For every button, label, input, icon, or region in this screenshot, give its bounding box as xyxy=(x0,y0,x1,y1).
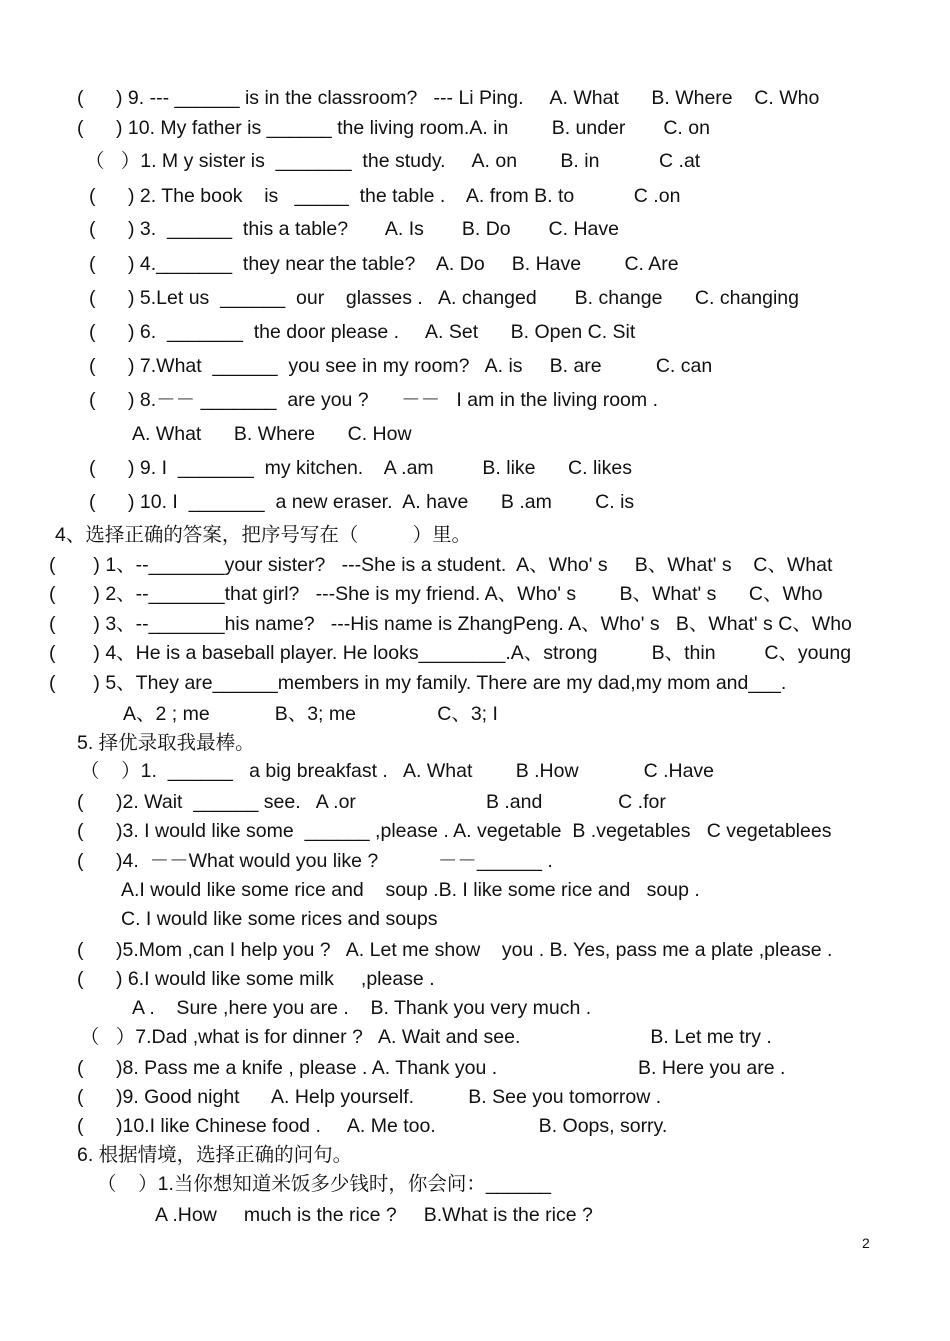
page-number: 2 xyxy=(862,1235,870,1251)
answer-options: C. I would like some rices and soups xyxy=(121,908,438,930)
answer-options: A. What B. Where C. How xyxy=(132,423,412,445)
question-line: ( )3. I would like some ______ ,please . A. vegetable B .vegetables C vegetablees xyxy=(77,820,832,842)
question-line: ( ) 3. ______ this a table? A. Is B. Do C. Have xyxy=(89,218,619,240)
question-line: ( )5.Mom ,can I help you ? A. Let me show you . B. Yes, pass me a plate ,please . xyxy=(77,939,833,961)
question-line: ( ) 10. I _______ a new eraser. A. have B .am C. is xyxy=(89,491,635,513)
question-line: ( ) 7.What ______ you see in my room? A. is B. are C. can xyxy=(89,355,713,377)
question-line: ( ) 4._______ they near the table? A. Do B. Have C. Are xyxy=(89,253,679,275)
question-line: （ ）7.Dad ,what is for dinner ? A. Wait and see. B. Let me try . xyxy=(80,1026,772,1048)
question-line: ( ) 6.I would like some milk ,please . xyxy=(77,968,435,990)
question-line: ( ) 4、He is a baseball player. He looks________.A、strong B、thin C、young xyxy=(49,642,852,664)
question-line: ( )8. Pass me a knife , please . A. Thank you . B. Here you are . xyxy=(77,1057,786,1079)
question-line: （ ）1. M y sister is _______ the study. A. on B. in C .at xyxy=(85,150,701,172)
question-line: ( ) 8.－－ _______ are you ? －－ I am in the living room . xyxy=(89,389,658,411)
section-heading: 4、选择正确的答案，把序号写在（ ）里。 xyxy=(55,524,472,546)
question-line: ( ) 9. --- ______ is in the classroom? --- Li Ping. A. What B. Where C. Who xyxy=(77,87,820,109)
answer-options: A.I would like some rice and soup .B. I like some rice and soup . xyxy=(121,879,700,901)
section-heading: 6. 根据情境，选择正确的问句。 xyxy=(77,1144,353,1166)
question-line: （ ）1.当你想知道米饭多少钱时，你会问：______ xyxy=(97,1173,552,1195)
question-line: ( ) 1、--_______your sister? ---She is a student. A、Who' s B、What' s C、What xyxy=(49,554,833,576)
question-line: ( )2. Wait ______ see. A .or B .and C .for xyxy=(77,791,666,813)
question-line: ( ) 2、--_______that girl? ---She is my friend. A、Who' s B、What' s C、Who xyxy=(49,583,823,605)
question-line: ( ) 5.Let us ______ our glasses . A. changed B. change C. changing xyxy=(89,287,799,309)
question-line: ( ) 3、--_______his name? ---His name is ZhangPeng. A、Who' s B、What' s C、Who xyxy=(49,613,852,635)
question-line: ( ) 10. My father is ______ the living room.A. in B. under C. on xyxy=(77,117,710,139)
question-line: ( ) 2. The book is _____ the table . A. from B. to C .on xyxy=(89,185,681,207)
question-line: （ ）1. ______ a big breakfast . A. What B .How C .Have xyxy=(80,760,715,782)
section-heading: 5. 择优录取我最棒。 xyxy=(77,732,255,754)
question-line: ( ) 6. _______ the door please . A. Set B. Open C. Sit xyxy=(89,321,636,343)
question-line: ( ) 9. I _______ my kitchen. A .am B. like C. likes xyxy=(89,457,632,479)
answer-options: A .How much is the rice ? B.What is the rice ? xyxy=(155,1204,593,1226)
answer-options: A、2 ; me B、3; me C、3; I xyxy=(123,703,498,725)
question-line: ( )9. Good night A. Help yourself. B. See you tomorrow . xyxy=(77,1086,662,1108)
question-line: ( )10.I like Chinese food . A. Me too. B. Oops, sorry. xyxy=(77,1115,668,1137)
question-line: ( ) 5、They are______members in my family. There are my dad,my mom and___. xyxy=(49,672,787,694)
answer-options: A . Sure ,here you are . B. Thank you very much . xyxy=(132,997,592,1019)
question-line: ( )4. －－What would you like ? －－______ . xyxy=(77,850,553,872)
